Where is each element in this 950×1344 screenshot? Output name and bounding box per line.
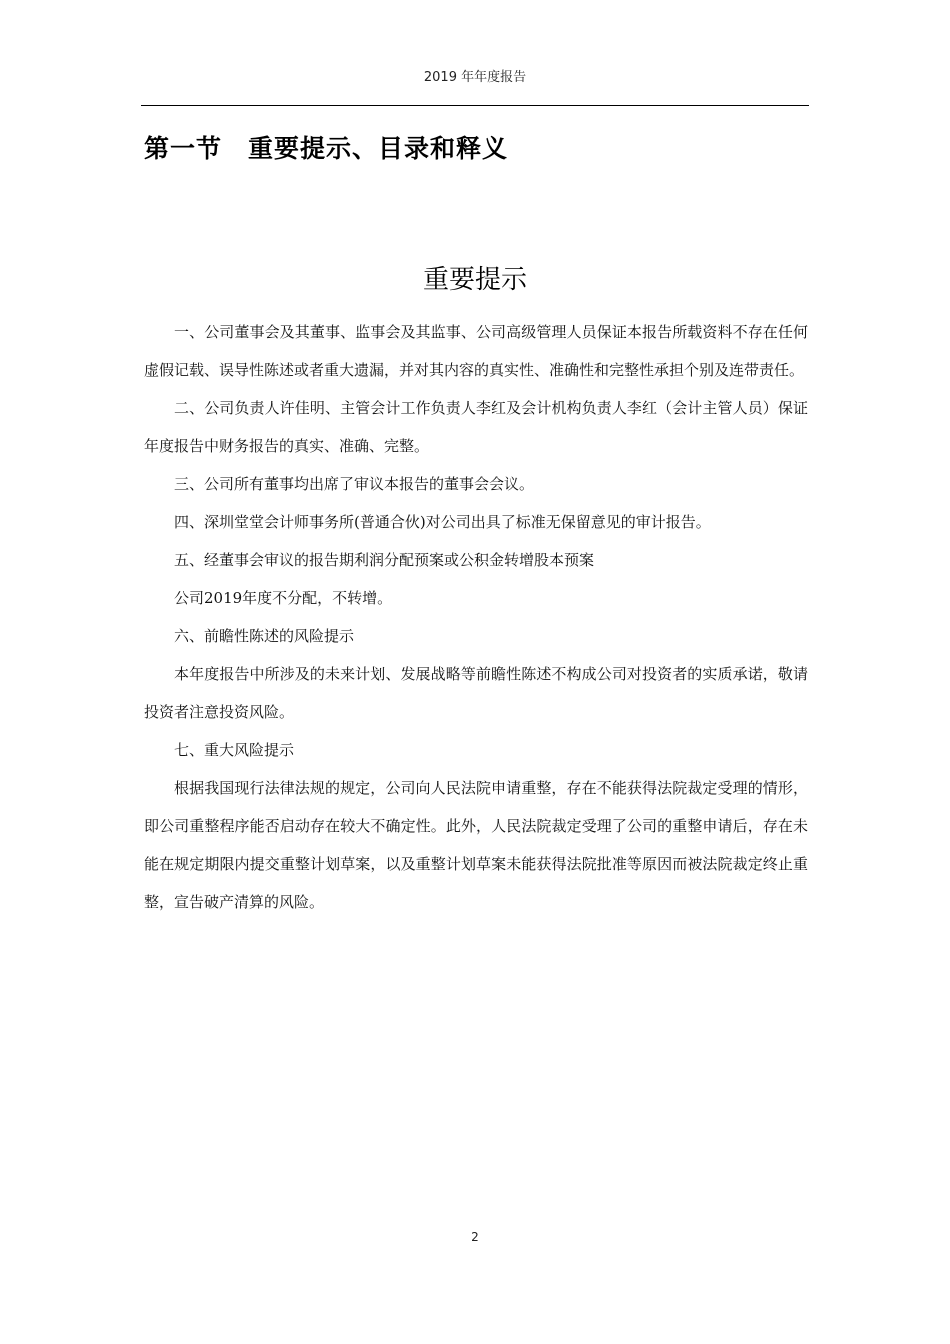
header-divider (141, 105, 809, 106)
paragraph-1: 一、公司董事会及其董事、监事会及其监事、公司高级管理人员保证本报告所载资料不存在任何虚假记载、误导性陈述或者重大遗漏，并对其内容的真实性、准确性和完整性承担个别及连带责任。 (144, 323, 808, 379)
section-title: 第一节 重要提示、目录和释义 (144, 134, 509, 163)
paragraph-7: 六、前瞻性陈述的风险提示 (174, 627, 355, 645)
page-header-title: 2019 年年度报告 (423, 70, 527, 85)
paragraph-8: 本年度报告中所涉及的未来计划、发展战略等前瞻性陈述不构成公司对投资者的实质承诺，敬请投资者注意投资风险。 (144, 665, 808, 721)
paragraph-4: 四、深圳堂堂会计师事务所(普通合伙)对公司出具了标准无保留意见的审计报告。 (174, 513, 711, 531)
paragraph-5: 五、经董事会审议的报告期利润分配预案或公积金转增股本预案 (174, 551, 595, 569)
paragraph-2: 二、公司负责人许佳明、主管会计工作负责人李红及会计机构负责人李红（会计主管人员）保证年度报告中财务报告的真实、准确、完整。 (144, 399, 808, 455)
paragraph-6: 公司2019年度不分配，不转增。 (174, 589, 393, 607)
notice-body (144, 313, 808, 921)
paragraph-3: 三、公司所有董事均出席了审议本报告的董事会会议。 (174, 475, 535, 493)
paragraph-9: 七、重大风险提示 (174, 741, 295, 759)
paragraph-10: 根据我国现行法律法规的规定，公司向人民法院申请重整，存在不能获得法院裁定受理的情形，即公司重整程序能否启动存在较大不确定性。此外，人民法院裁定受理了公司的重整申请后，存在未能在规定期限内提交重整计划草案，以及重整计划草案未能获得法院批准等原因而被法院裁定终止重整，宣告破产清算的风险。 (144, 779, 808, 911)
main-heading: 重要提示 (422, 265, 527, 295)
page-number: 2 (471, 1230, 479, 1244)
